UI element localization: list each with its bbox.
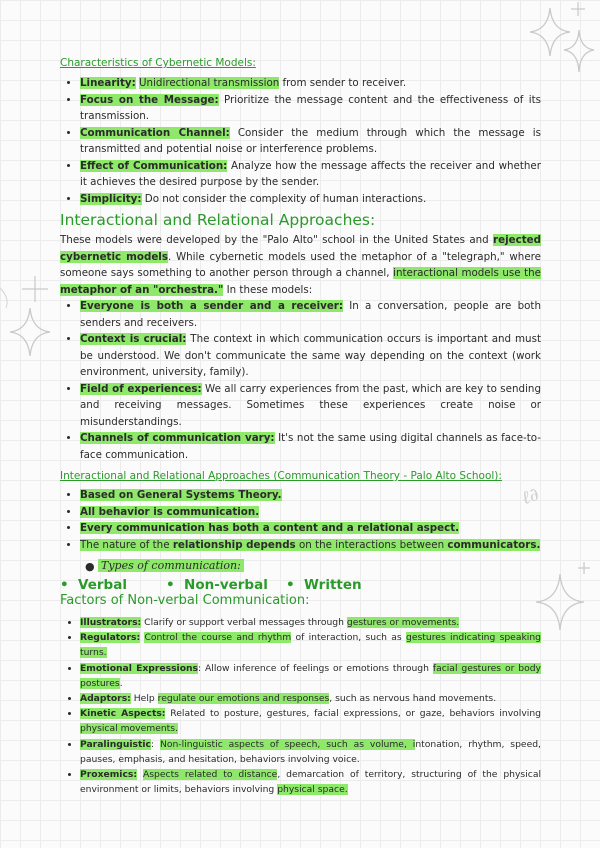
cybernetic-heading: Characteristics of Cybernetic Models: (60, 57, 256, 69)
communication-types-row (60, 577, 541, 593)
list-item: • Adaptors: Help regulate our emotions and responses, such as nervous hand movements. (80, 691, 541, 706)
type-nonverbal: • Non-verbal (166, 577, 268, 593)
document-page (60, 57, 541, 797)
interactional-list (60, 298, 541, 463)
cybernetic-list (60, 75, 541, 207)
list-item: • Simplicity: Do not consider the complexity of human interactions. (80, 191, 541, 208)
list-item: • All behavior is communication. (80, 504, 541, 521)
list-item: • Everyone is both a sender and a receiver: In a conversation, people are both senders and receivers. (80, 298, 541, 331)
types-of-communication (60, 553, 541, 575)
sparkle-icon (0, 268, 60, 378)
list-item: • Field of experiences: We all carry experiences from the past, which are key to sending and receiving messages. Sometimes these experiences create noise or misunderstandings. (80, 381, 541, 431)
list-item: • Context is crucial: The context in which communication occurs is important and must be understood. We don't communicate the same way depending on the context (work environment, university, family). (80, 331, 541, 381)
list-item: • Channels of communication vary: It's not the same using digital channels as face-to-face communication. (80, 430, 541, 463)
list-item: • Regulators: Control the course and rhythm of interaction, such as gestures indicating speaking turns. (80, 630, 541, 660)
palo-alto-list (60, 487, 541, 553)
list-item: • Communication Channel: Consider the medium through which the message is transmitted and potential noise or interference problems. (80, 125, 541, 158)
list-item: • Kinetic Aspects: Related to posture, gestures, facial expressions, or gaze, behaviors involving physical movements. (80, 706, 541, 736)
type-verbal: • Verbal (60, 577, 127, 593)
interactional-intro: These models were developed by the "Palo Alto" school in the United States and rejected cybernetic models. While cybernetic models used the metaphor of a "telegraph," where someone says something to another person through a channel, interactional models use the metaphor of an "orchestra." In these models: (60, 234, 542, 296)
list-item: • Focus on the Message: Prioritize the message content and the effectiveness of its transmission. (80, 92, 541, 125)
list-item: • Proxemics: Aspects related to distance, demarcation of territory, structuring of the physical environment or limits, behaviors involving physical space. (80, 767, 541, 797)
types-label: Types of communication: (98, 559, 244, 572)
factors-list (60, 615, 541, 797)
list-item: • Emotional Expressions: Allow inference of feelings or emotions through facial gestures or body postures. (80, 661, 541, 691)
type-written: • Written (286, 577, 362, 593)
factors-heading: Factors of Non-verbal Communication: (60, 593, 310, 608)
list-item: • Based on General Systems Theory. (80, 487, 541, 504)
bullet: ● (85, 560, 95, 573)
list-item: • Paralinguistic: Non-linguistic aspects of speech, such as volume, intonation, rhythm, speed, pauses, emphasis, and hesitation, behaviors involving voice. (80, 737, 541, 767)
decorative-scribble: ℓ∂ (518, 483, 542, 510)
list-item: • Linearity: Unidirectional transmission from sender to receiver. (80, 75, 541, 92)
list-item: • Effect of Communication: Analyze how the message affects the receiver and whether it achieves the desired purpose by the sender. (80, 158, 541, 191)
palo-alto-heading: Interactional and Relational Approaches (Communication Theory - Palo Alto School): (60, 470, 502, 482)
list-item: • Every communication has both a content and a relational aspect. (80, 520, 541, 537)
list-item: • The nature of the relationship depends on the interactions between communicators. (80, 537, 541, 554)
interactional-heading: Interactional and Relational Approaches: (60, 211, 376, 229)
list-item: • Illustrators: Clarify or support verbal messages through gestures or movements. (80, 615, 541, 630)
